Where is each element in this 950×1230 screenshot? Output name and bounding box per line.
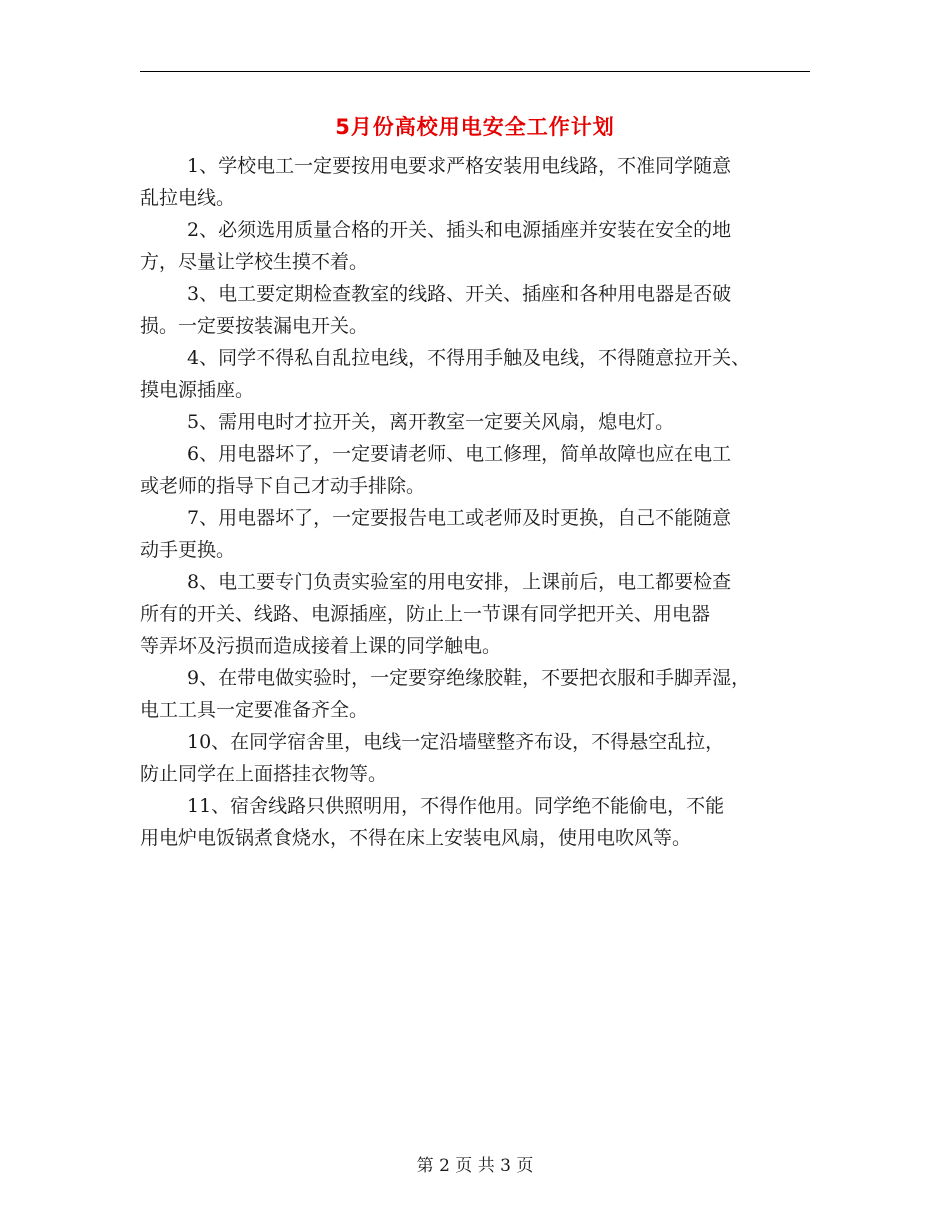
paragraph-line: 2、必须选用质量合格的开关、插头和电源插座并安装在安全的地	[187, 219, 732, 241]
paragraph-1	[140, 150, 820, 214]
paragraph-line: 5、需用电时才拉开关，离开教室一定要关风扇，熄电灯。	[187, 411, 675, 433]
paragraph-9	[140, 662, 820, 726]
paragraph-line: 11、宿舍线路只供照明用，不得作他用。同学绝不能偷电，不能	[187, 795, 725, 817]
paragraph-3	[140, 278, 820, 342]
paragraph-line: 1、学校电工一定要按用电要求严格安装用电线路，不准同学随意	[187, 155, 732, 177]
paragraph-4	[140, 342, 820, 406]
paragraph-line: 7、用电器坏了，一定要报告电工或老师及时更换，自己不能随意	[187, 507, 732, 529]
header-rule	[140, 71, 810, 72]
paragraph-5	[140, 406, 820, 438]
paragraph-8	[140, 566, 820, 662]
paragraph-line: 所有的开关、线路、电源插座，防止上一节课有同学把开关、用电器	[140, 603, 711, 625]
paragraph-line: 3、电工要定期检查教室的线路、开关、插座和各种用电器是否破	[187, 283, 732, 305]
paragraph-7	[140, 502, 820, 566]
paragraph-line: 防止同学在上面搭挂衣物等。	[140, 763, 388, 785]
paragraph-6	[140, 438, 820, 502]
paragraph-line: 或老师的指导下自己才动手排除。	[140, 475, 426, 497]
paragraph-line: 等弄坏及污损而造成接着上课的同学触电。	[140, 635, 502, 657]
page-number-footer: 第 2 页 共 3 页	[416, 1156, 534, 1176]
paragraph-line: 摸电源插座。	[140, 379, 255, 401]
paragraph-line: 乱拉电线。	[140, 187, 236, 209]
paragraph-2	[140, 214, 820, 278]
paragraph-10	[140, 726, 820, 790]
paragraph-line: 电工工具一定要准备齐全。	[140, 699, 369, 721]
paragraph-line: 方，尽量让学校生摸不着。	[140, 251, 369, 273]
paragraph-line: 9、在带电做实验时，一定要穿绝缘胶鞋，不要把衣服和手脚弄湿，	[187, 667, 751, 689]
document-body	[140, 150, 820, 854]
paragraph-line: 10、在同学宿舍里，电线一定沿墙壁整齐布设，不得悬空乱拉，	[187, 731, 725, 753]
document-title: 5月份高校用电安全工作计划	[335, 115, 615, 139]
paragraph-line: 6、用电器坏了，一定要请老师、电工修理，简单故障也应在电工	[187, 443, 732, 465]
paragraph-line: 损。一定要按装漏电开关。	[140, 315, 369, 337]
paragraph-line: 8、电工要专门负责实验室的用电安排，上课前后，电工都要检查	[187, 571, 732, 593]
paragraph-line: 动手更换。	[140, 539, 236, 561]
paragraph-line: 4、同学不得私自乱拉电线，不得用手触及电线，不得随意拉开关、	[187, 347, 751, 369]
paragraph-11	[140, 790, 820, 854]
paragraph-line: 用电炉电饭锅煮食烧水，不得在床上安装电风扇，使用电吹风等。	[140, 827, 692, 849]
